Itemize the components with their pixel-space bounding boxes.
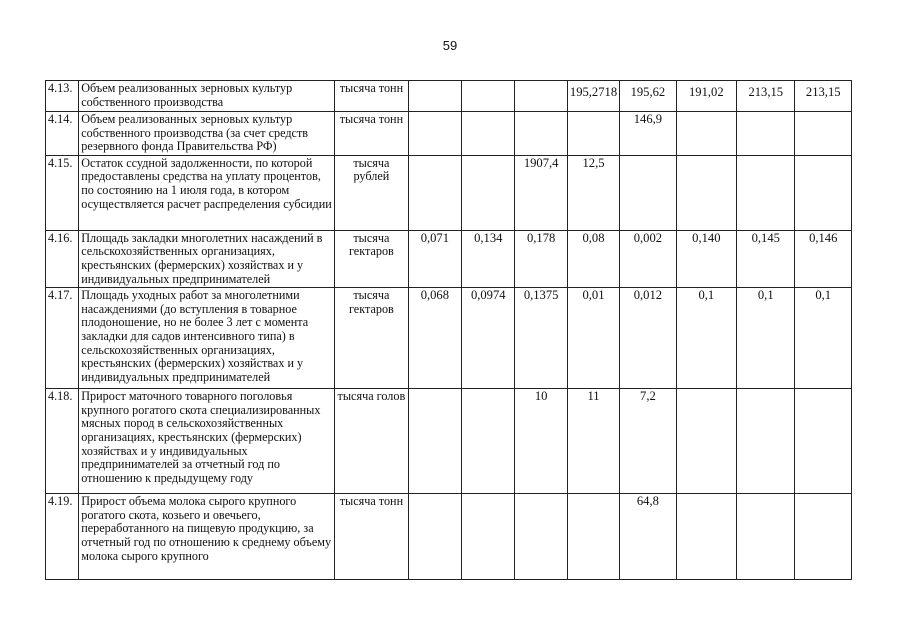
value-cell: 11 (567, 389, 619, 494)
value-cell (737, 112, 795, 156)
value-cell: 0,068 (408, 288, 461, 389)
table-row (46, 112, 852, 156)
indicator-name: Объем реализованных зерновых культур собственного производства (за счет средств резервного фонда Правительства РФ) (79, 112, 335, 156)
value-cell (737, 155, 795, 230)
value-cell: 0,1375 (515, 288, 567, 389)
table-row (46, 494, 852, 580)
value-cell: 1907,4 (515, 155, 567, 230)
value-cell (515, 112, 567, 156)
unit-of-measure: тысяча тонн (335, 112, 409, 156)
value-cell (567, 494, 619, 580)
value-cell: 195,62 (620, 81, 676, 112)
value-cell: 12,5 (567, 155, 619, 230)
row-number: 4.15. (46, 155, 79, 230)
value-cell (737, 389, 795, 494)
unit-of-measure: тысяча тонн (335, 494, 409, 580)
value-cell (408, 155, 461, 230)
value-cell (795, 389, 852, 494)
value-cell (795, 112, 852, 156)
value-cell: 195,2718 (567, 81, 619, 112)
value-cell: 0,146 (795, 230, 852, 287)
value-cell (408, 494, 461, 580)
value-cell (737, 494, 795, 580)
value-cell: 146,9 (620, 112, 676, 156)
value-cell (676, 389, 736, 494)
value-cell: 0,134 (462, 230, 515, 287)
indicator-name: Площадь уходных работ за многолетними насаждениями (до вступления в товарное плодоношение, но не более 3 лет с момента закладки для садов интенсивного типа) в сельскохозяйственных организациях, крестьянских (фермерских) хозяйствах и у индивидуальных предпринимателей (79, 288, 335, 389)
value-cell (408, 389, 461, 494)
table-row (46, 288, 852, 389)
table-row (46, 81, 852, 112)
indicator-name: Остаток ссудной задолженности, по которой предоставлены средства на уплату процентов, по состоянию на 1 июля года, в котором осуществляется расчет распределения субсидии (79, 155, 335, 230)
value-cell (567, 112, 619, 156)
unit-of-measure: тысяча тонн (335, 81, 409, 112)
value-cell: 0,178 (515, 230, 567, 287)
value-cell: 191,02 (676, 81, 736, 112)
indicator-name: Объем реализованных зерновых культур собственного производства (79, 81, 335, 112)
unit-of-measure: тысяча гектаров (335, 230, 409, 287)
value-cell (515, 81, 567, 112)
value-cell: 10 (515, 389, 567, 494)
value-cell (795, 494, 852, 580)
value-cell (408, 81, 461, 112)
value-cell (676, 112, 736, 156)
indicator-table (45, 80, 852, 580)
unit-of-measure: тысяча рублей (335, 155, 409, 230)
value-cell: 0,1 (795, 288, 852, 389)
row-number: 4.14. (46, 112, 79, 156)
table-row (46, 155, 852, 230)
value-cell (620, 155, 676, 230)
indicator-name: Прирост объема молока сырого крупного рогатого скота, козьего и овечьего, переработанного на пищевую продукцию, за отчетный год по отношению к среднему объему молока сырого крупного (79, 494, 335, 580)
value-cell: 213,15 (737, 81, 795, 112)
value-cell: 0,01 (567, 288, 619, 389)
page-number: 59 (442, 38, 458, 53)
value-cell (676, 494, 736, 580)
value-cell (515, 494, 567, 580)
unit-of-measure: тысяча гектаров (335, 288, 409, 389)
row-number: 4.19. (46, 494, 79, 580)
value-cell: 0,071 (408, 230, 461, 287)
value-cell (462, 389, 515, 494)
value-cell: 213,15 (795, 81, 852, 112)
table-body (46, 81, 852, 580)
value-cell: 0,08 (567, 230, 619, 287)
value-cell: 0,0974 (462, 288, 515, 389)
value-cell: 0,140 (676, 230, 736, 287)
value-cell: 0,145 (737, 230, 795, 287)
value-cell (462, 81, 515, 112)
table-row (46, 389, 852, 494)
unit-of-measure: тысяча голов (335, 389, 409, 494)
value-cell (462, 155, 515, 230)
indicator-name: Прирост маточного товарного поголовья крупного рогатого скота специализированных мясных пород в сельскохозяйственных организациях, крестьянских (фермерских) хозяйствах и у индивидуальных предпринимателей за отчетный год по отношению к предыдущему году (79, 389, 335, 494)
table-row (46, 230, 852, 287)
value-cell: 0,1 (737, 288, 795, 389)
value-cell (408, 112, 461, 156)
row-number: 4.16. (46, 230, 79, 287)
value-cell (795, 155, 852, 230)
row-number: 4.13. (46, 81, 79, 112)
value-cell (462, 112, 515, 156)
indicator-name: Площадь закладки многолетних насаждений в сельскохозяйственных организациях, крестьянских (фермерских) хозяйствах и у индивидуальных предпринимателей (79, 230, 335, 287)
value-cell: 0,002 (620, 230, 676, 287)
value-cell (462, 494, 515, 580)
value-cell: 0,1 (676, 288, 736, 389)
value-cell: 0,012 (620, 288, 676, 389)
value-cell (676, 155, 736, 230)
value-cell: 64,8 (620, 494, 676, 580)
row-number: 4.18. (46, 389, 79, 494)
row-number: 4.17. (46, 288, 79, 389)
value-cell: 7,2 (620, 389, 676, 494)
